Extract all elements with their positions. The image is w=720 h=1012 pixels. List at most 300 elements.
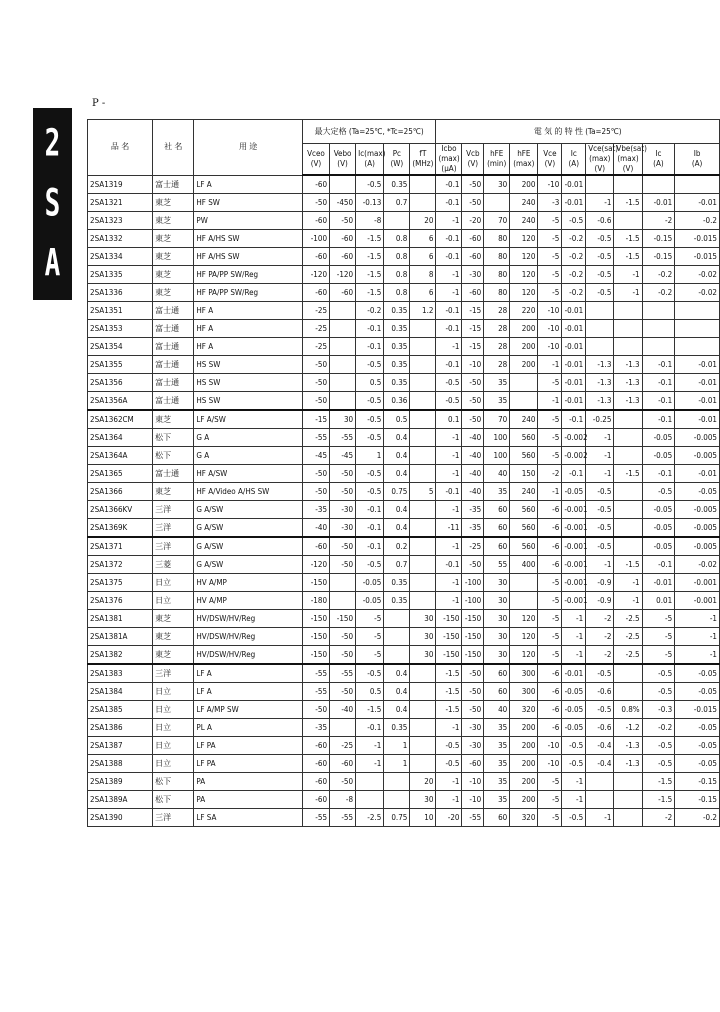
value-cell [356,773,384,791]
col-use: 用 途 [194,120,303,176]
maker-cell: 三洋 [153,537,194,556]
value-cell: -35 [462,501,484,519]
value-cell [384,773,410,791]
value-cell: -35 [462,519,484,538]
value-cell: 300 [510,664,538,683]
part-number-cell: 2SA1376 [88,592,153,610]
value-cell: 35 [484,374,510,392]
value-cell: 200 [510,737,538,755]
value-cell: -1 [586,429,614,447]
value-cell: -50 [462,410,484,429]
value-cell: 240 [510,410,538,429]
part-number-cell: 2SA1321 [88,194,153,212]
use-cell: G A [194,447,303,465]
value-cell [410,465,436,483]
value-cell: 0.4 [384,501,410,519]
value-cell: -0.5 [436,392,462,411]
maker-cell: 東芝 [153,284,194,302]
column-name: hFE (max) [513,149,535,168]
column-unit: (A) [364,159,375,168]
value-cell [410,537,436,556]
value-cell: -1 [436,338,462,356]
use-cell: HF SW [194,194,303,212]
maker-cell: 三洋 [153,809,194,827]
value-cell: -50 [330,683,356,701]
value-cell: 35 [484,755,510,773]
value-cell: 60 [484,683,510,701]
value-cell: -50 [462,683,484,701]
value-cell [410,556,436,574]
value-cell: -55 [302,683,329,701]
use-cell: HV A/MP [194,574,303,592]
value-cell: 80 [484,266,510,284]
value-cell: -1 [436,537,462,556]
column-header [586,144,619,176]
value-cell: -50 [302,194,329,212]
value-cell: -50 [462,556,484,574]
value-cell: 6 [410,248,436,266]
value-cell [384,628,410,646]
value-cell: -0.5 [586,664,614,683]
value-cell: -5 [538,212,562,230]
value-cell: -1 [675,610,720,628]
value-cell [614,429,642,447]
column-unit: (MHz) [412,159,434,168]
value-cell [586,773,614,791]
value-cell: 35 [484,791,510,809]
value-cell: -45 [330,447,356,465]
table-row [88,537,720,556]
value-cell: 0.8% [614,701,642,719]
table-row [88,429,720,447]
value-cell [384,791,410,809]
part-number-cell: 2SA1323 [88,212,153,230]
value-cell: -50 [330,556,356,574]
value-cell: -1 [586,447,614,465]
value-cell: -150 [302,628,329,646]
value-cell: -0.01 [642,194,675,212]
value-cell: -0.1 [642,556,675,574]
table-row [88,519,720,538]
value-cell: -0.5 [586,501,614,519]
value-cell: -6 [538,664,562,683]
value-cell: -0.05 [675,683,720,701]
value-cell: -1.3 [614,374,642,392]
value-cell: -0.005 [675,429,720,447]
value-cell [410,719,436,737]
value-cell: -0.05 [356,592,384,610]
value-cell: -100 [302,230,329,248]
column-header [436,144,462,176]
value-cell: -1.3 [614,356,642,374]
value-cell: -0.05 [562,683,586,701]
value-cell: -0.1 [436,248,462,266]
use-cell: G A/SW [194,501,303,519]
value-cell: -150 [436,628,462,646]
table-row [88,755,720,773]
value-cell: -6 [538,501,562,519]
value-cell: -0.5 [642,664,675,683]
value-cell [410,737,436,755]
value-cell [330,302,356,320]
table-row [88,664,720,683]
value-cell: -0.01 [562,175,586,194]
maker-cell: 東芝 [153,266,194,284]
value-cell: 30 [330,410,356,429]
value-cell: -0.5 [586,284,614,302]
value-cell: 200 [510,773,538,791]
value-cell [675,302,720,320]
value-cell: -0.15 [642,230,675,248]
value-cell: -1 [614,592,642,610]
value-cell: -0.05 [562,719,586,737]
value-cell: 0.75 [384,483,410,501]
value-cell: 0.35 [384,338,410,356]
value-cell: -0.002 [562,429,586,447]
value-cell: 80 [484,248,510,266]
column-header [302,144,329,176]
maker-cell: 東芝 [153,646,194,665]
value-cell: -0.015 [675,230,720,248]
use-cell: G A/SW [194,537,303,556]
value-cell: -0.1 [436,356,462,374]
value-cell: 1 [384,737,410,755]
table-row [88,737,720,755]
value-cell: -1 [586,809,614,827]
value-cell: 30 [410,610,436,628]
value-cell: -5 [538,410,562,429]
value-cell: 30 [484,610,510,628]
value-cell: 100 [484,429,510,447]
value-cell: -50 [302,465,329,483]
value-cell [510,374,538,392]
value-cell: 10 [410,809,436,827]
value-cell: 120 [510,230,538,248]
value-cell: -0.1 [642,374,675,392]
value-cell: -60 [330,230,356,248]
part-number-cell: 2SA1351 [88,302,153,320]
value-cell: -1 [356,737,384,755]
value-cell: -0.1 [436,230,462,248]
value-cell: 0.4 [384,519,410,538]
value-cell: 560 [510,447,538,465]
value-cell: -0.5 [586,230,614,248]
value-cell: -50 [330,537,356,556]
value-cell: -0.1 [562,410,586,429]
value-cell: -0.005 [675,519,720,538]
value-cell: -30 [330,501,356,519]
value-cell: -30 [330,519,356,538]
value-cell [614,683,642,701]
value-cell: 28 [484,320,510,338]
value-cell: 0.5 [384,410,410,429]
value-cell [330,592,356,610]
value-cell: -5 [642,628,675,646]
value-cell: 120 [510,284,538,302]
value-cell: -25 [302,338,329,356]
value-cell: -2 [538,465,562,483]
value-cell: -60 [302,537,329,556]
value-cell: -2.5 [356,809,384,827]
value-cell [614,175,642,194]
maker-cell: 日立 [153,755,194,773]
value-cell [410,664,436,683]
value-cell: -45 [302,447,329,465]
maker-cell: 東芝 [153,483,194,501]
value-cell: -6 [538,701,562,719]
value-cell: -1 [675,628,720,646]
value-cell: 320 [510,809,538,827]
part-number-cell: 2SA1389A [88,791,153,809]
maker-cell: 東芝 [153,194,194,212]
value-cell: 55 [484,556,510,574]
value-cell: 0.7 [384,194,410,212]
column-name: Ib [693,149,701,158]
value-cell [614,320,642,338]
value-cell [330,175,356,194]
part-number-cell: 2SA1353 [88,320,153,338]
table-row [88,320,720,338]
part-number-cell: 2SA1381 [88,610,153,628]
value-cell: -50 [462,664,484,683]
value-cell: -0.1 [562,465,586,483]
value-cell [384,212,410,230]
value-cell: -1.3 [586,356,614,374]
value-cell: -0.15 [675,791,720,809]
value-cell: 1.2 [410,302,436,320]
value-cell: 100 [484,447,510,465]
column-name: Vce [543,149,557,158]
value-cell: -450 [330,194,356,212]
value-cell: -1 [436,284,462,302]
value-cell: -1 [586,556,614,574]
series-tab-char: A [44,242,61,286]
value-cell: 0.35 [384,320,410,338]
value-cell: 80 [484,284,510,302]
part-number-cell: 2SA1381A [88,628,153,646]
value-cell: -120 [302,266,329,284]
table-row [88,683,720,701]
use-cell: HV/DSW/HV/Reg [194,646,303,665]
value-cell: -0.001 [562,592,586,610]
value-cell: 400 [510,556,538,574]
value-cell: 0.36 [384,392,410,411]
value-cell: -55 [330,429,356,447]
value-cell: 30 [410,646,436,665]
value-cell: -60 [302,791,329,809]
value-cell: -60 [462,248,484,266]
maker-cell: 東芝 [153,410,194,429]
value-cell: -0.05 [675,755,720,773]
value-cell: -15 [462,320,484,338]
value-cell: -150 [462,646,484,665]
value-cell: 0.35 [384,175,410,194]
value-cell: -1.5 [614,230,642,248]
maker-cell: 三洋 [153,501,194,519]
value-cell [586,175,614,194]
maker-cell: 富士通 [153,320,194,338]
value-cell [410,574,436,592]
value-cell: -60 [330,248,356,266]
value-cell: -1 [586,194,614,212]
value-cell: 150 [510,465,538,483]
use-cell: HF PA/PP SW/Reg [194,284,303,302]
column-name: Vbe(sat) (max) [616,144,647,163]
column-header [538,144,562,176]
value-cell: 20 [410,212,436,230]
value-cell [410,338,436,356]
value-cell: -150 [330,610,356,628]
value-cell: -0.1 [356,537,384,556]
value-cell: -0.5 [356,483,384,501]
value-cell: -0.05 [675,737,720,755]
table-row [88,610,720,628]
part-number-cell: 2SA1369K [88,519,153,538]
value-cell: -40 [462,429,484,447]
value-cell: -10 [538,302,562,320]
part-number-cell: 2SA1375 [88,574,153,592]
value-cell: -0.1 [642,465,675,483]
use-cell: G A/SW [194,556,303,574]
value-cell: -40 [302,519,329,538]
use-cell: HF A [194,302,303,320]
value-cell: 40 [484,465,510,483]
use-cell: LF A/SW [194,410,303,429]
value-cell: 240 [510,212,538,230]
value-cell: -50 [330,465,356,483]
value-cell: -5 [538,628,562,646]
value-cell: -10 [538,175,562,194]
part-number-cell: 2SA1335 [88,266,153,284]
maker-cell: 三洋 [153,664,194,683]
value-cell: -150 [462,610,484,628]
column-header [330,144,356,176]
value-cell: -2.5 [614,628,642,646]
transistor-spec-table [87,119,720,827]
value-cell: 0.4 [384,429,410,447]
value-cell: 0.7 [384,556,410,574]
value-cell [614,338,642,356]
value-cell: -1 [538,392,562,411]
value-cell: -1.5 [356,701,384,719]
value-cell: -0.5 [356,356,384,374]
value-cell: -0.001 [562,537,586,556]
value-cell: 60 [484,664,510,683]
value-cell: -0.01 [675,392,720,411]
column-header [484,144,510,176]
value-cell: -50 [330,483,356,501]
column-name: Vce(sat) (max) [588,144,619,163]
maker-cell: 日立 [153,574,194,592]
value-cell: -100 [462,592,484,610]
value-cell [410,175,436,194]
value-cell: 30 [484,592,510,610]
value-cell: -40 [462,483,484,501]
value-cell: -1 [356,755,384,773]
value-cell: -0.01 [562,356,586,374]
value-cell: -1 [538,356,562,374]
value-cell: 0.35 [384,302,410,320]
value-cell: -60 [302,212,329,230]
value-cell: -11 [436,519,462,538]
value-cell: -1 [538,483,562,501]
value-cell: -0.001 [562,574,586,592]
value-cell: 28 [484,356,510,374]
max-ratings-group: 最大定格 (Ta=25℃, *Tc=25℃) [302,120,436,144]
value-cell: -0.5 [642,683,675,701]
value-cell: -10 [462,791,484,809]
value-cell: 0.01 [642,592,675,610]
value-cell: -0.05 [562,483,586,501]
table-row [88,646,720,665]
value-cell: -8 [356,212,384,230]
value-cell: -0.1 [436,320,462,338]
maker-cell: 松下 [153,773,194,791]
value-cell: 0.35 [384,592,410,610]
value-cell: -0.4 [586,755,614,773]
value-cell: -150 [302,646,329,665]
use-cell: LF A [194,664,303,683]
part-number-cell: 2SA1356A [88,392,153,411]
value-cell: -5 [538,610,562,628]
use-cell: PL A [194,719,303,737]
value-cell [642,320,675,338]
value-cell: -2.5 [614,646,642,665]
value-cell: -0.2 [675,809,720,827]
value-cell: -55 [462,809,484,827]
value-cell: 0.1 [436,410,462,429]
value-cell: -1 [675,646,720,665]
value-cell: -0.5 [562,755,586,773]
table-row [88,501,720,519]
value-cell: 0.8 [384,230,410,248]
use-cell: G A [194,429,303,447]
part-number-cell: 2SA1355 [88,356,153,374]
value-cell: 120 [510,266,538,284]
value-cell: 560 [510,519,538,538]
value-cell: -1.5 [614,194,642,212]
table-row [88,374,720,392]
value-cell [410,429,436,447]
use-cell: HV A/MP [194,592,303,610]
value-cell: -0.01 [562,302,586,320]
column-name: Icbo (max) [438,144,460,163]
table-row [88,701,720,719]
value-cell: -60 [330,284,356,302]
value-cell [330,719,356,737]
value-cell: 300 [510,683,538,701]
value-cell: -1.5 [436,701,462,719]
value-cell: -50 [330,212,356,230]
table-row [88,592,720,610]
value-cell: -0.1 [436,483,462,501]
value-cell [675,320,720,338]
column-unit: (V) [594,164,606,173]
value-cell: -1 [436,501,462,519]
value-cell: -60 [302,248,329,266]
value-cell: -0.5 [562,212,586,230]
column-unit: (V) [622,164,634,173]
use-cell: HF A/HS SW [194,248,303,266]
value-cell: -2 [586,610,614,628]
value-cell: -0.1 [356,338,384,356]
use-cell: G A/SW [194,519,303,538]
value-cell: 30 [410,628,436,646]
value-cell: -0.2 [675,212,720,230]
part-number-cell: 2SA1371 [88,537,153,556]
value-cell: -0.5 [642,737,675,755]
column-header [356,144,384,176]
